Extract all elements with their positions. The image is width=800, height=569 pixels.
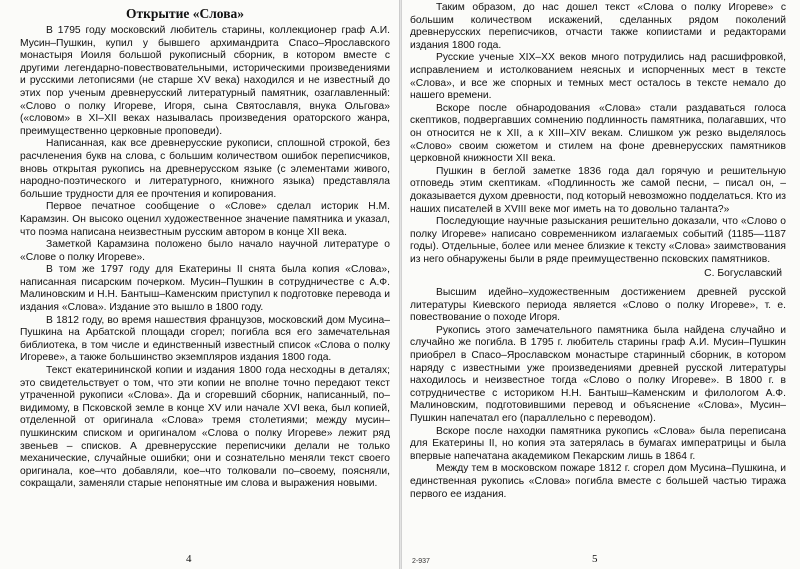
paragraph: Таким образом, до нас дошел текст «Слова о полку Игореве» с большим количеством искажений, сделанных рядом поколений древнерусских переписчиков, отчасти также копиистами и редакторами издания 1800 года.: [410, 2, 786, 51]
paragraph: Текст екатерининской копии и издания 1800 года несходны в деталях; это свидетельствует о том, что эти копии не вполне точно передают текст утраченной рукописи «Слова». Да и сгоревший сборник, написанный, по–видимому, в Псковской земле в конце XV или начале XVI века, был копией, отделенной от оригинала «Слова» тремя столетиями; между мусин–пушкинским списком и оригиналом «Слова о полку Игореве» лежит ряд звеньев – списков. А древнерусские переписчики делали не только механические, случайные ошибки; они и сознательно меняли текст своего оригинала, кое–что добавляли, кое–что толковали по–своему, поясняли, сокращали, заменяли старые непонятные им слова и выражения новыми.: [20, 365, 390, 490]
paragraph: Рукопись этого замечательного памятника была найдена случайно и случайно же погибла. В 1795 г. любитель старины граф А.И. Мусин–Пушкин приобрел в Спасо–Ярославском монастыре старинный сборник, в котором наряду с известными уже произведениями древней русской литературы находилось и неизвестное тогда «Слово о полку Игореве». В 1800 г. в сотрудничестве с историком Н.Н. Бантыш–Каменским и филологом А.Ф. Малиновским, подготовившими перевод и объяснение «Слова», Мусин–Пушкин напечатал его (параллельно с переводом).: [410, 324, 786, 424]
right-page: [402, 0, 800, 569]
page-number: 4: [186, 553, 192, 565]
paragraph: В 1812 году, во время нашествия французов, московский дом Мусина–Пушкина на Арбатской площади сгорел; погибла вся его замечательная библиотека, в том числе и единственный известный список «Слова о полку Игореве», а также большинство экземпляров издания 1800 года.: [20, 314, 390, 364]
paragraph: Вскоре после обнародования «Слова» стали раздаваться голоса скептиков, подвергавших сомнению подлинность памятника, полагавших, что он относится не к XII, а к XIII–XIV векам. Слишком уж резко выделялось «Слово» своим сюжетом и стилем на фоне древнерусских памятников церковной книжности XII века.: [410, 102, 786, 165]
page-title: Открытие «Слова»: [125, 6, 244, 21]
paragraph: Первое печатное сообщение о «Слове» сделал историк Н.М. Карамзин. Он высоко оценил художественное значение памятника и указал, что поэма написана неизвестным русским автором в конце XII века.: [20, 201, 390, 238]
paragraph: Последующие научные разыскания решительно доказали, что «Слово о полку Игореве» написано современником излагаемых событий (1185—1187 годы). Отдельные, более или менее близкие к тексту «Слова» заимствования из него обнаружены были в ряде преимущественно псковских памятников.: [410, 216, 786, 265]
printer-signature-mark: 2-937: [412, 558, 430, 565]
paragraph: Между тем в московском пожаре 1812 г. сгорел дом Мусина–Пушкина, и единственная рукопись «Слова» погибла вместе с большей частью тиража первого ее издания.: [410, 463, 786, 500]
author-signature: С. Богуславский: [704, 268, 782, 280]
page-number: 5: [592, 553, 598, 565]
paragraph: Пушкин в беглой заметке 1836 года дал горячую и решительную отповедь этим скептикам. «Подлинность же самой песни, – писал он, – доказывается духом древности, под который невозможно подделаться. Кто из наших писателей в XVIII веке мог иметь на то довольно таланта?»: [410, 165, 786, 215]
paragraph: Заметкой Карамзина положено было начало научной литературе о «Слове о полку Игореве».: [20, 239, 390, 263]
paragraph: Русские ученые XIX–XX веков много потрудились над расшифровкой, исправлением и истолкованием неясных и испорченных мест в тексте «Слова», и все же спорных и темных мест осталось в тексте немало до нашего времени.: [410, 52, 786, 102]
paragraph: В том же 1797 году для Екатерины II снята была копия «Слова», написанная писарским почерком. Мусин–Пушкин в сотрудничестве с А.Ф. Малиновским и Н.Н. Бантыш–Каменским приступил к подготовке перевода и издания «Слова». Издание это вышло в 1800 году.: [20, 264, 390, 314]
paragraph: Вскоре после находки памятника рукопись «Слова» была переписана для Екатерины II, но копия эта затерялась в бумагах императрицы и была впервые напечатана академиком Пекарским лишь в 1864 г.: [410, 425, 786, 462]
paragraph: В 1795 году московский любитель старины, коллекционер граф А.И. Мусин–Пушкин, купил у бывшего архимандрита Спасо–Ярославского монастыря Иоиля большой рукописный сборник, в котором вместе с другими легендарно-повествовательными, историческими произведениями и русскими летописями (не старше XV века) находился и не известный до этих пор ученым древнерусский литературный памятник, озаглавленный: «Слово о полку Игореве, Игоря, сына Святославля, внука Ольгова» («словом» в XI–XII веках называлась произведения ораторского жанра, преимущественно церковные проповеди).: [20, 25, 390, 137]
paragraph: Написанная, как все древнерусские рукописи, сплошной строкой, без расчленения букв на слова, с большим количеством ошибок переписчиков, вновь открытая рукопись на древнерусском языке (с элементами живого, народно-поэтического и литературного, книжного языка) представляла большие трудности для ее прочтения и копирования.: [20, 138, 390, 200]
paragraph: Высшим идейно–художественным достижением древней русской литературы Киевского периода является «Слово о полку Игореве», т. е. повествование о походе Игоря.: [410, 287, 786, 324]
